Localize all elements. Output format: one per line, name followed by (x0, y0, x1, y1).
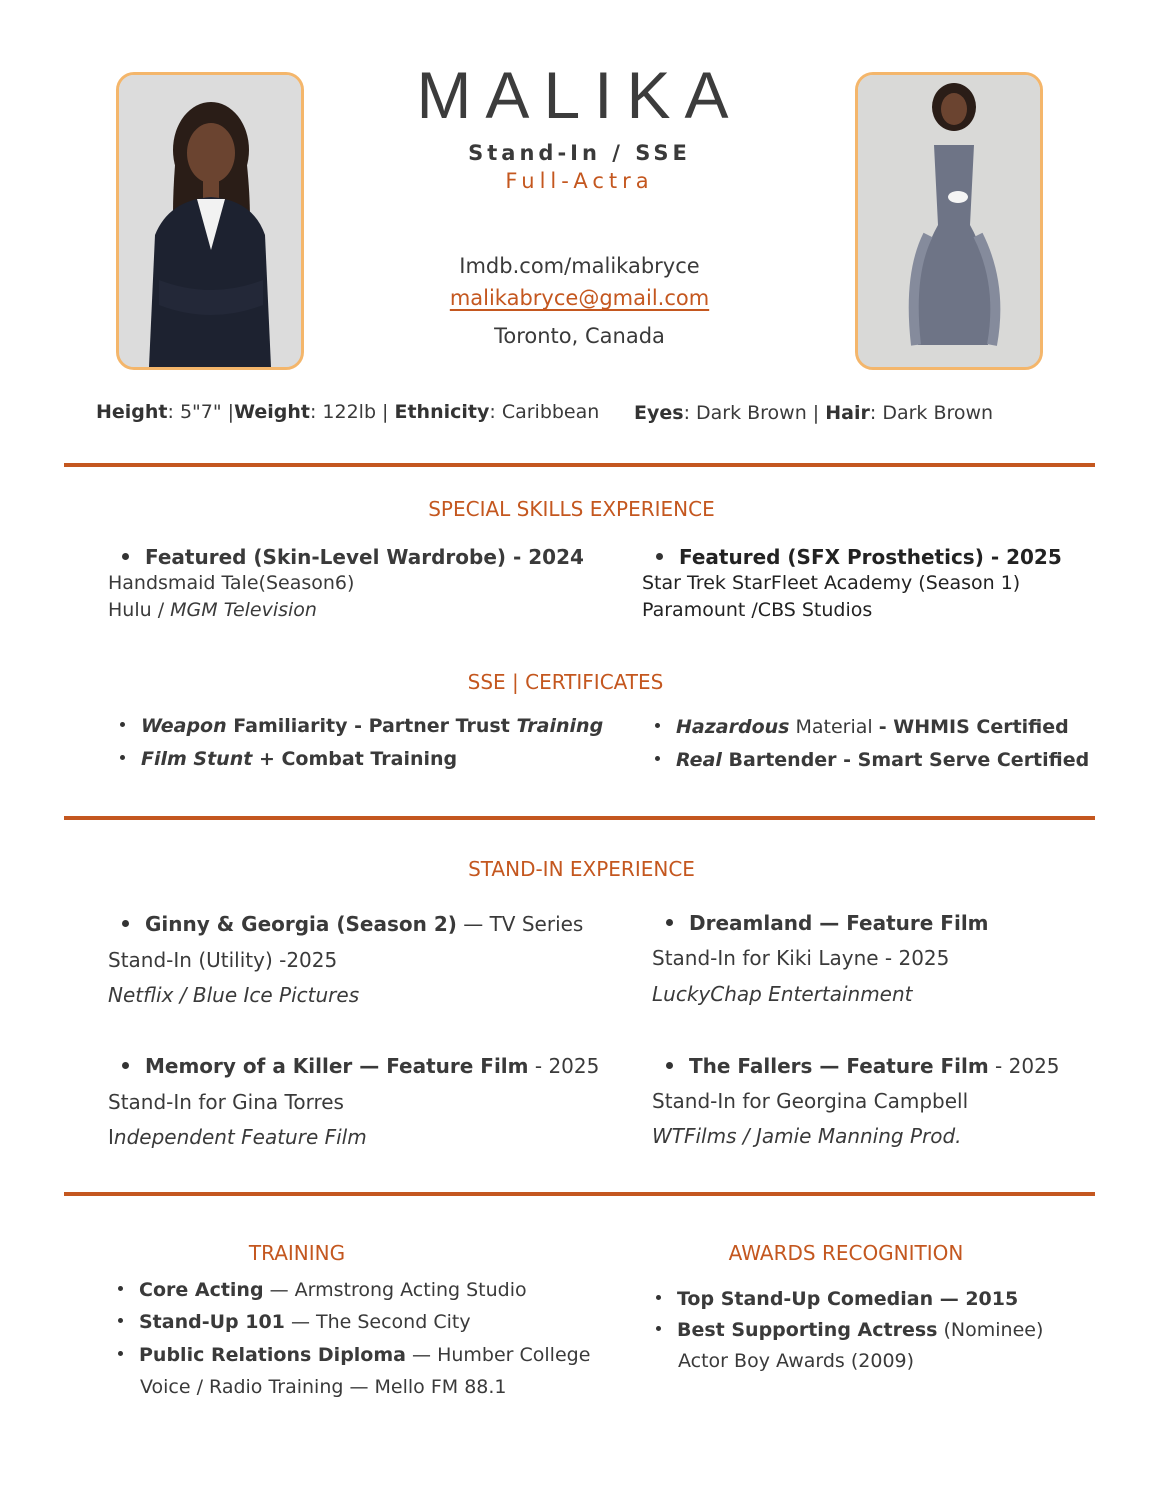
standin-entry-2-studio: LuckyChap Entertainment (652, 982, 913, 1006)
bullet-icon (656, 553, 663, 560)
special-skill-left-title: Featured (Skin-Level Wardrobe) - 2024 (122, 545, 584, 569)
training-item-2: Stand-Up 101 — The Second City (118, 1311, 471, 1333)
height-label: Height (96, 401, 168, 423)
award-item-1: Top Stand-Up Comedian — 2015 (656, 1288, 1018, 1310)
standin-entry-1-title: Ginny & Georgia (Season 2) — TV Series (122, 912, 583, 936)
training-item-1: Core Acting — Armstrong Acting Studio (118, 1279, 527, 1301)
divider (64, 816, 1095, 820)
bullet-icon (122, 553, 129, 560)
hair-value: : Dark Brown (869, 402, 994, 424)
height-value: : 5"7" | (167, 401, 235, 423)
cert-stunt: Film Stunt + Combat Training (120, 748, 457, 770)
location: Toronto, Canada (494, 324, 665, 348)
ethnicity-value: : Caribbean (489, 401, 600, 423)
standin-entry-3-role: Stand-In for Gina Torres (108, 1090, 344, 1114)
standin-entry-1-role: Stand-In (Utility) -2025 (108, 948, 338, 972)
special-skills-heading: SPECIAL SKILLS EXPERIENCE (428, 497, 715, 521)
cert-smart-serve: Real Bartender - Smart Serve Certified (655, 749, 1089, 771)
standin-entry-4-role: Stand-In for Georgina Campbell (652, 1089, 969, 1113)
bullet-icon (656, 1295, 661, 1300)
bullet-icon (656, 1326, 661, 1331)
role-title: Stand-In / SSE (468, 141, 691, 165)
hair-label: Hair (825, 402, 870, 424)
bullet-icon (118, 1351, 123, 1356)
standin-entry-3-studio: Independent Feature Film (108, 1125, 367, 1149)
bullet-icon (122, 920, 129, 927)
awards-heading: AWARDS RECOGNITION (728, 1241, 964, 1265)
special-skill-right-title: Featured (SFX Prosthetics) - 2025 (656, 545, 1062, 569)
weight-value: : 122lb | (309, 401, 389, 423)
imdb-link[interactable]: Imdb.com/malikabryce (459, 254, 700, 278)
standin-entry-2-role: Stand-In for Kiki Layne - 2025 (652, 946, 950, 970)
special-skill-right-show: Star Trek StarFleet Academy (Season 1) (642, 572, 1021, 594)
special-skill-right-studio: Paramount /CBS Studios (642, 599, 873, 621)
special-skill-left-show: Handsmaid Tale(Season6) (108, 572, 355, 594)
weight-label: Weight (234, 401, 310, 423)
bullet-icon (666, 1062, 673, 1069)
bullet-icon (122, 1062, 129, 1069)
training-heading: TRAINING (248, 1241, 346, 1265)
eyes-label: Eyes (634, 402, 684, 424)
bullet-icon (666, 919, 673, 926)
email-link-wrap (0, 286, 1159, 310)
standin-entry-2-title: Dreamland — Feature Film (666, 911, 989, 935)
standin-heading: STAND-IN EXPERIENCE (468, 857, 695, 881)
bullet-icon (120, 755, 125, 760)
name-title: MALIKA (416, 58, 743, 132)
standin-entry-1-studio: Netflix / Blue Ice Pictures (108, 983, 360, 1007)
award-item-2: Best Supporting Actress (Nominee) (656, 1319, 1043, 1341)
bullet-icon (118, 1318, 123, 1323)
standin-entry-4-studio: WTFilms / Jamie Manning Prod. (652, 1124, 962, 1148)
training-item-3: Public Relations Diploma — Humber College (118, 1344, 590, 1366)
training-item-4: Voice / Radio Training — Mello FM 88.1 (140, 1376, 507, 1398)
bullet-icon (655, 723, 660, 728)
stats-right (634, 402, 993, 424)
bullet-icon (120, 722, 125, 727)
divider (64, 1192, 1095, 1196)
ethnicity-label: Ethnicity (394, 401, 490, 423)
bullet-icon (118, 1286, 123, 1291)
cert-weapon: Weapon Familiarity - Partner Trust Training (120, 715, 603, 737)
standin-entry-4-title: The Fallers — Feature Film - 2025 (666, 1054, 1060, 1078)
eyes-value: : Dark Brown | (683, 402, 820, 424)
special-skill-left-studio: Hulu / MGM Television (108, 599, 317, 621)
certificates-heading: SSE | CERTIFICATES (467, 670, 664, 694)
email-link[interactable]: malikabryce@gmail.com (449, 286, 710, 310)
divider (64, 463, 1095, 467)
standin-entry-3-title: Memory of a Killer — Feature Film - 2025 (122, 1054, 599, 1078)
stats-left (96, 401, 599, 423)
union-status: Full-Actra (505, 169, 654, 193)
award-item-2-detail: Actor Boy Awards (2009) (678, 1350, 915, 1372)
cert-whmis: Hazardous Material - WHMIS Certified (655, 716, 1069, 738)
bullet-icon (655, 756, 660, 761)
